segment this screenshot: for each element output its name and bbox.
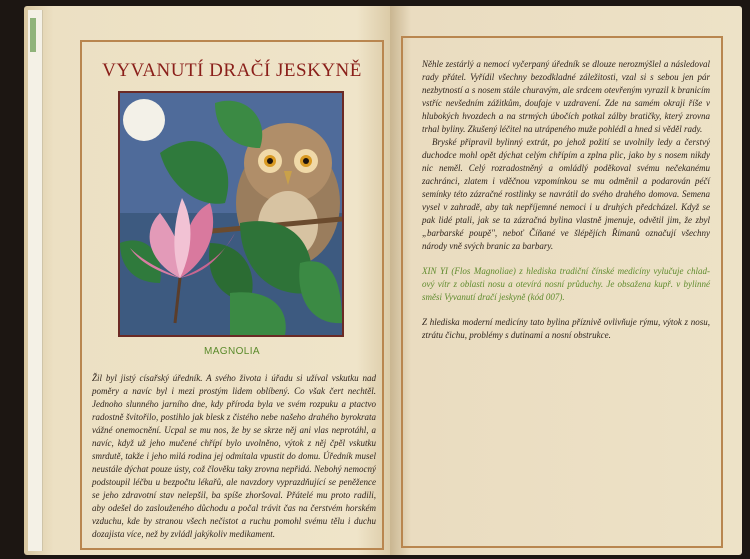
bookmark-tab	[30, 18, 36, 52]
magnolia-owl-illustration	[118, 91, 344, 337]
left-body-text: Žil byl jistý císařský úředník. A svého života i úřadu si užíval vskutku nad poměry a navíc byl i mezi prostým lidem oblíbený. Co však čert nechtěl. Jednoho slunného jarního dne, kdy příroda byla ve svém rozpuku a ptactvo radostně švitořilo, postihlo jak blesk z čistého nebe našeho drahého byrokrata vážné onemocnění. Ucpal se mu nos, že by se skrze něj ani vlas neprotáhl, a navíc, když už jeho mučené chřípí bylo uvolněno, výtok z něj čpěl vskutku smrdutě, takže i jeho milá rodina jej odmítala vpustit do domu. Úředník musel neustále dýchat pouze ústy, což člověku taky zrovna nepřidá. Nebohý nemocný podstoupil léčbu u bezpočtu lékařů, ale navzdory vyprazdňující se peněžence se jeho zdravotní stav nelepšil, ba spíše zhoršoval. Přátelé mu proto radili, aby odešel do zaslouženého důchodu a počal trávit čas na čerstvém horském vzduchu, kde by stranou všech nečistot a ruchu pomohl svému tělu i duchu dozajista více, než by zvládl jakýkoliv medikament.	[92, 373, 376, 539]
right-body-text	[422, 58, 710, 342]
illustration-caption: MAGNOLIA	[204, 346, 260, 357]
paragraph-2: Bryské připravil bylinný extrát, po jehož požití se uvolnily ledy a čerstvý duchodce mohl opět dýchat celým chřípím a zplna plic, jako by s nosem nikdy nic neměl. Celý rozradostněný a omládlý poděkoval svému nečekanému zachránci, zlatem i vděčnou vzpomínkou se mu odměnil a podarován péčí semínky této zázračné rostlinky se navrátil do svého drahého domova. Semena vysel v zahradě, aby tak nepříjemné nemoci i u druhých předcházel. Když se pak lidé ptali, jak se ta zázračná bylina vlastně jmenuje, odvětil jim, že zbyl „barbarské poupě", neboť Číňané ve šlépějích Římanů označují všechny národy vně svých branic za barbary.	[422, 137, 710, 251]
paragraph-3: Z hlediska moderní medicíny tato bylina příznivě ovlivňuje rýmu, výtok z nosu, ztrátu čichu, problémy s dutinami a nosní obstrukce.	[422, 317, 710, 340]
paragraph-1: Něhle zestárlý a nemocí vyčerpaný úředník se dlouze nerozmýšlel a následoval rady přátel. Vyřídil všechny bezodkladné záležitosti, vzal si s sebou jen pár nezbytností a s nosem stále churavým, ale srdcem otevřeným vyrazil k branicím vstříc nevšedním zážitkům, doufaje v uzdravení. Zde na samém okraji říše v hlubokých hvozdech a na strmých úbočích potkal zálby bratičky, který zrovna trhal byliny. Zkušený léčitel na utrápeného muže pohlédl a hned si věděl rady.	[422, 59, 710, 134]
chapter-title: VYVANUTÍ DRAČÍ JESKYNĚ	[102, 60, 362, 81]
page-edge-strip	[28, 10, 43, 551]
herb-note: XIN YI (Flos Magnoliae) z hlediska tradiční čínské medicíny vylučuje chlad- ový vítr z oblasti nosu a otevírá nosní průduchy. Je obsažena kupř. v bylinné směsi Vyvanutí dračí jeskyně (kód 007).	[422, 266, 710, 302]
